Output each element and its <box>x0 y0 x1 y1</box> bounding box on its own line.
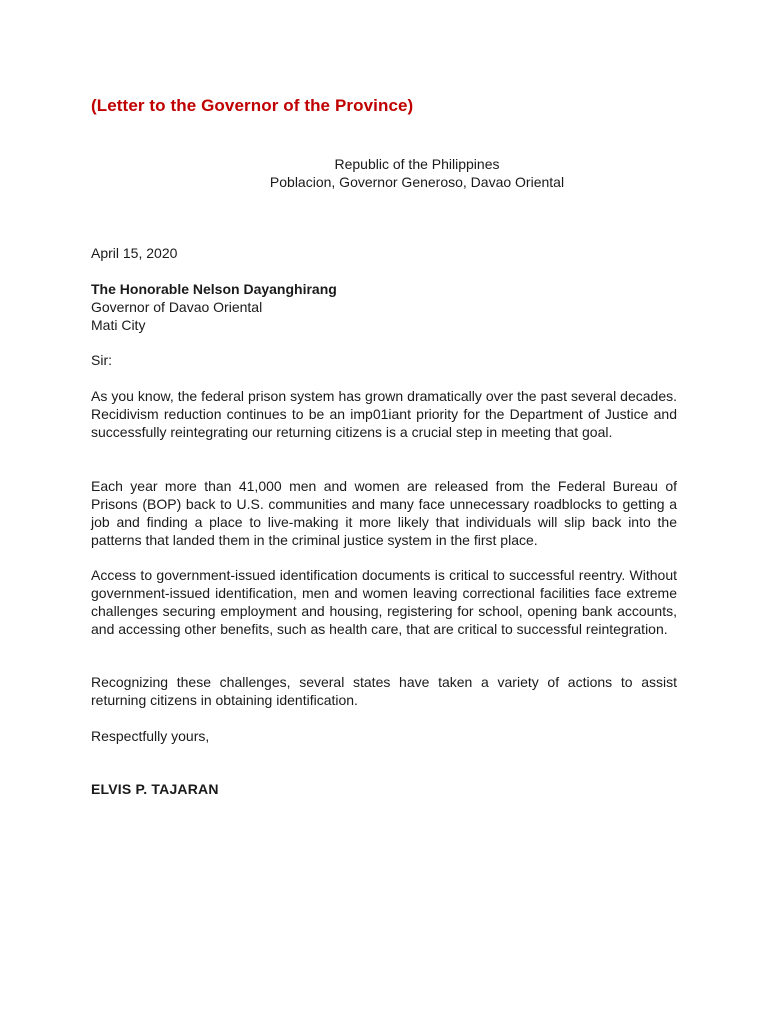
body-paragraph-3: Access to government-issued identification documents is critical to successful reentry. Without government-issued identification, men and women leaving correctional facilities face extreme challenges securing employment and housing, registering for school, opening bank accounts, and accessing other benefits, such as health care, that are critical to successful reintegration. <box>91 567 677 637</box>
closing: Respectfully yours, <box>91 728 210 744</box>
recipient-city: Mati City <box>91 317 146 333</box>
signature-name: ELVIS P. TAJARAN <box>91 781 219 797</box>
salutation: Sir: <box>91 352 112 368</box>
sender-address <box>0 155 768 191</box>
sender-address-line-2: Poblacion, Governor Generoso, Davao Oriental <box>269 174 565 190</box>
letter-title: (Letter to the Governor of the Province) <box>91 96 414 115</box>
recipient-block <box>91 280 677 334</box>
sender-address-line-1: Republic of the Philippines <box>334 156 500 172</box>
body-paragraph-4: Recognizing these challenges, several states have taken a variety of actions to assist returning citizens in obtaining identification. <box>91 674 677 708</box>
recipient-title: Governor of Davao Oriental <box>91 299 263 315</box>
recipient-name: The Honorable Nelson Dayanghirang <box>91 281 337 297</box>
letter-date: April 15, 2020 <box>91 245 178 261</box>
body-paragraph-1: As you know, the federal prison system has grown dramatically over the past several decades. Recidivism reduction continues to be an imp01iant priority for the Department of Justice and successfully reintegrating our returning citizens is a crucial step in meeting that goal. <box>91 388 677 440</box>
body-paragraph-2: Each year more than 41,000 men and women are released from the Federal Bureau of Prisons (BOP) back to U.S. communities and many face unnecessary roadblocks to getting a job and finding a place to live-making it more likely that individuals will slip back into the patterns that landed them in the criminal justice system in the first place. <box>91 478 677 548</box>
